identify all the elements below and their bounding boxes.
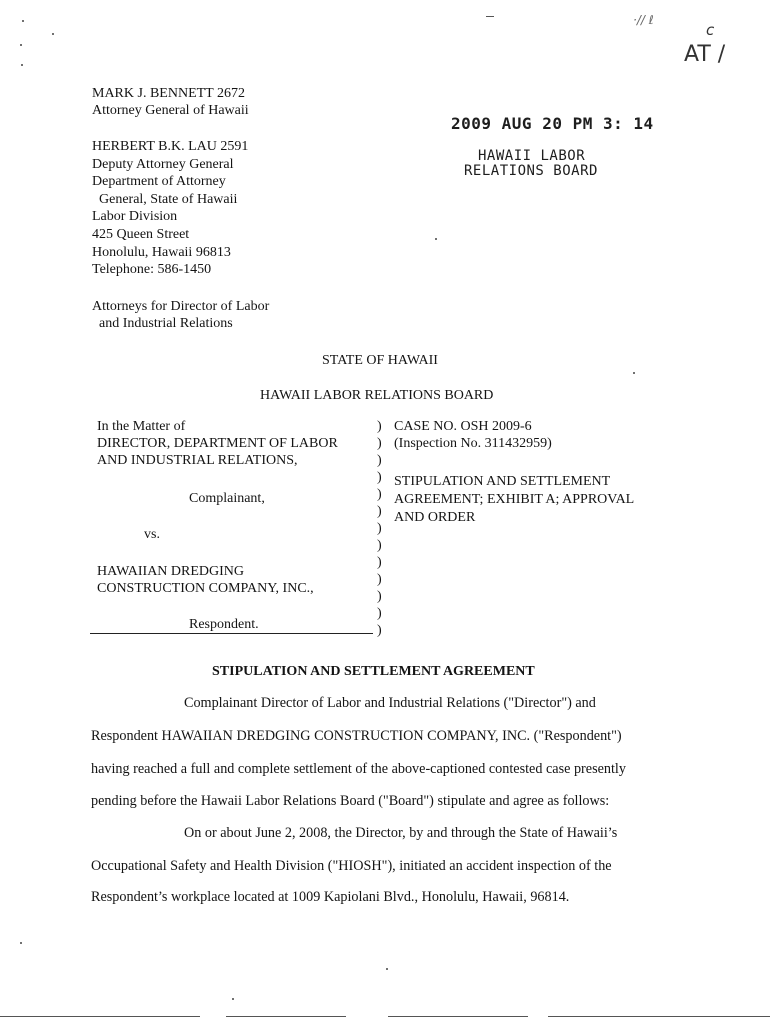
received-stamp-date: 2009 AUG 20 PM 3: 14	[451, 114, 654, 133]
bracket: )	[377, 470, 382, 485]
paragraph-line: pending before the Hawaii Labor Relations Board ("Board") stipulate and agree as follows:	[91, 793, 610, 809]
bracket: )	[377, 589, 382, 604]
caption-underline	[90, 633, 373, 634]
caption-vs: vs.	[144, 527, 160, 542]
caption-respondent-line: HAWAIIAN DREDGING	[97, 564, 245, 579]
paragraph-line: Complainant Director of Labor and Industrial Relations ("Director") and	[184, 695, 596, 711]
handwritten-mark: c	[706, 21, 715, 39]
caption-matter-line: AND INDUSTRIAL RELATIONS,	[97, 453, 298, 468]
deputy-address-line: Honolulu, Hawaii 96813	[92, 245, 231, 260]
scan-mark	[486, 16, 494, 17]
court-state: STATE OF HAWAII	[322, 353, 438, 368]
bracket: )	[377, 623, 382, 638]
scan-speck	[232, 998, 234, 1000]
scan-speck	[633, 372, 635, 374]
scan-speck	[52, 33, 54, 35]
caption-bracket-column	[377, 418, 382, 639]
attorneys-for-line: Attorneys for Director of Labor	[92, 299, 270, 314]
bracket: )	[377, 606, 382, 621]
deputy-address-line: Deputy Attorney General	[92, 157, 234, 172]
bracket: )	[377, 538, 382, 553]
received-stamp-agency: RELATIONS BOARD	[464, 163, 598, 179]
bracket: )	[377, 453, 382, 468]
scan-edge-line	[388, 1016, 528, 1017]
deputy-address-line: Department of Attorney	[92, 174, 226, 189]
inspection-number: (Inspection No. 311432959)	[394, 436, 552, 451]
case-number: CASE NO. OSH 2009-6	[394, 419, 532, 434]
bracket: )	[377, 521, 382, 536]
bracket: )	[377, 487, 382, 502]
scan-speck	[21, 64, 23, 66]
deputy-name: HERBERT B.K. LAU 2591	[92, 139, 249, 154]
scan-speck	[20, 44, 22, 46]
section-heading: STIPULATION AND SETTLEMENT AGREEMENT	[212, 664, 535, 679]
attorney-general-name: MARK J. BENNETT 2672	[92, 86, 245, 101]
caption-respondent-line: CONSTRUCTION COMPANY, INC.,	[97, 581, 314, 596]
document-title-line: STIPULATION AND SETTLEMENT	[394, 474, 611, 489]
scan-speck	[20, 942, 22, 944]
bracket: )	[377, 504, 382, 519]
attorneys-for-line: and Industrial Relations	[92, 316, 233, 331]
handwritten-mark: ·// ℓ	[633, 13, 654, 27]
scan-edge-line	[548, 1016, 770, 1017]
caption-matter-line: DIRECTOR, DEPARTMENT OF LABOR	[97, 436, 338, 451]
deputy-address-line: 425 Queen Street	[92, 227, 190, 242]
scan-edge-line	[0, 1016, 200, 1017]
caption-matter-line: In the Matter of	[97, 419, 186, 434]
deputy-address-line: General, State of Hawaii	[92, 192, 238, 207]
received-stamp-agency: HAWAII LABOR	[478, 148, 586, 164]
paragraph-line: Respondent HAWAIIAN DREDGING CONSTRUCTION COMPANY, INC. ("Respondent")	[91, 728, 622, 744]
document-title-line: AND ORDER	[394, 510, 476, 525]
deputy-telephone: Telephone: 586-1450	[92, 262, 212, 277]
paragraph-line: On or about June 2, 2008, the Director, by and through the State of Hawaii’s	[184, 825, 618, 841]
bracket: )	[377, 555, 382, 570]
paragraph-line: Respondent’s workplace located at 1009 Kapiolani Blvd., Honolulu, Hawaii, 96814.	[91, 889, 570, 905]
bracket: )	[377, 572, 382, 587]
scan-speck	[435, 238, 437, 240]
attorney-general-title: Attorney General of Hawaii	[92, 103, 249, 118]
paragraph-line: Occupational Safety and Health Division ("HIOSH"), initiated an accident inspection of the	[91, 858, 612, 874]
bracket: )	[377, 419, 382, 434]
document-title-line: AGREEMENT; EXHIBIT A; APPROVAL	[394, 492, 635, 507]
handwritten-initials: AT /	[684, 42, 726, 67]
paragraph-line: having reached a full and complete settlement of the above-captioned contested case presently	[91, 761, 626, 777]
scan-speck	[386, 968, 388, 970]
caption-respondent: Respondent.	[189, 617, 259, 632]
scan-speck	[22, 20, 24, 22]
deputy-address-line: Labor Division	[92, 209, 178, 224]
bracket: )	[377, 436, 382, 451]
scan-edge-line	[226, 1016, 346, 1017]
caption-complainant: Complainant,	[189, 491, 265, 506]
court-board: HAWAII LABOR RELATIONS BOARD	[260, 388, 494, 403]
